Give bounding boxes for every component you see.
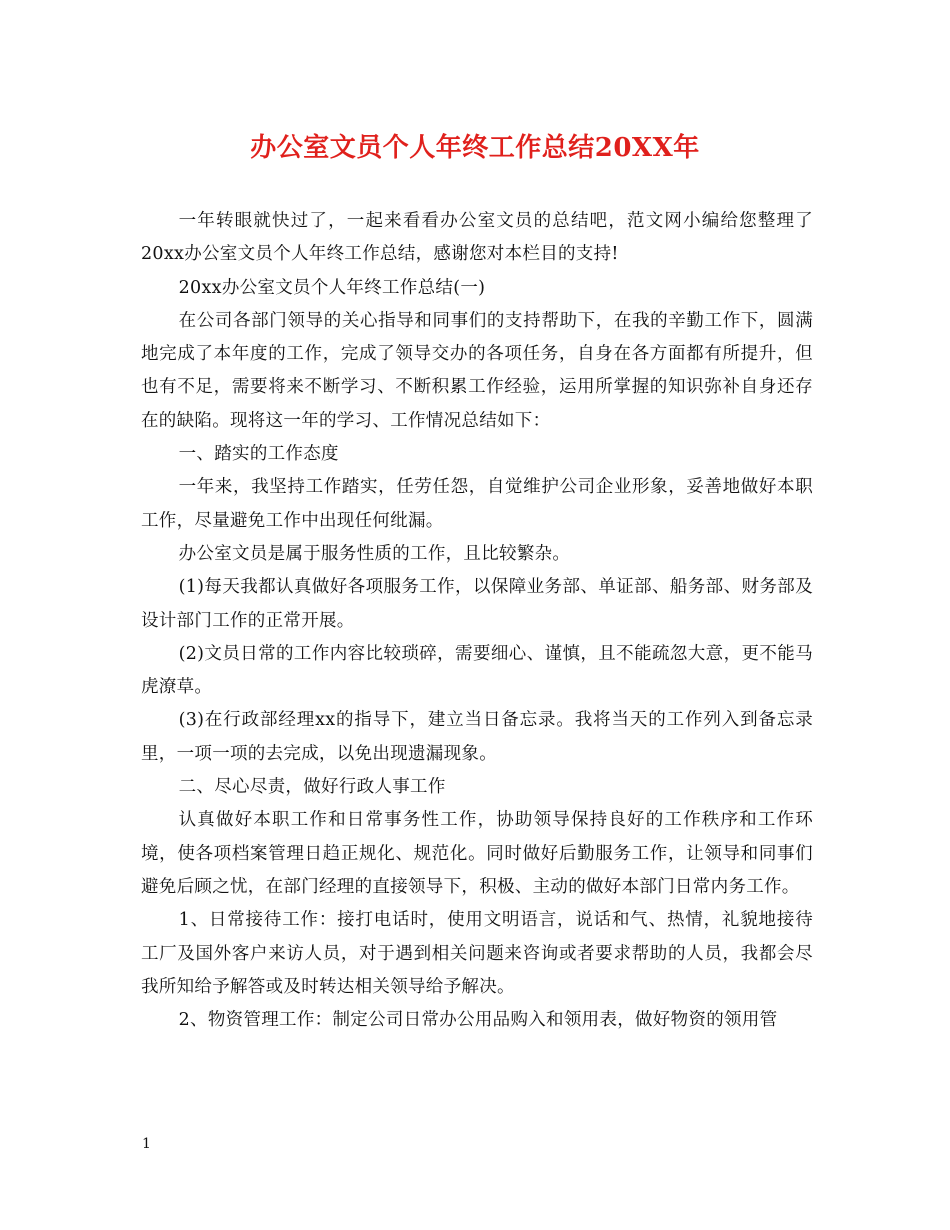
paragraph-subtitle: 20xx办公室文员个人年终工作总结(一) <box>178 277 486 298</box>
paragraph-materials: 2、物资管理工作：制定公司日常办公用品购入和领用表，做好物资的领用管 <box>178 1010 778 1031</box>
document-body <box>141 205 813 1037</box>
paragraph-reception: 1、日常接待工作：接打电话时，使用文明语言，说话和气、热情，礼貌地接待工厂及国外客户来访人员，对于遇到相关问题来咨询或者要求帮助的人员，我都会尽我所知给予解答或及时转达相关领导给予解决。 <box>141 910 813 997</box>
paragraph-overview: 在公司各部门领导的关心指导和同事们的支持帮助下，在我的辛勤工作下，圆满地完成了本年度的工作，完成了领导交办的各项任务，自身在各方面都有所提升，但也有不足，需要将来不断学习、不断积累工作经验，运用所掌握的知识弥补自身还存在的缺陷。现将这一年的学习、工作情况总结如下： <box>141 310 813 431</box>
section-heading-1: 一、踏实的工作态度 <box>178 444 339 465</box>
list-item-3: (3)在行政部经理xx的指导下，建立当日备忘录。我将当天的工作列入到备忘录里，一项一项的去完成，以免出现遗漏现象。 <box>141 710 813 764</box>
page-number: 1 <box>142 1136 151 1152</box>
list-item-2: (2)文员日常的工作内容比较琐碎，需要细心、谨慎，且不能疏忽大意，更不能马虎潦草。 <box>141 643 813 698</box>
list-item-1: (1)每天我都认真做好各项服务工作，以保障业务部、单证部、船务部、财务部及设计部门工作的正常开展。 <box>141 577 813 631</box>
section-heading-2: 二、尽心尽责，做好行政人事工作 <box>178 777 446 798</box>
document-title: 办公室文员个人年终工作总结20XX年 <box>250 133 700 163</box>
paragraph-intro: 一年转眼就快过了，一起来看看办公室文员的总结吧，范文网小编给您整理了20xx办公室文员个人年终工作总结，感谢您对本栏目的支持! <box>141 211 813 265</box>
paragraph-service-nature: 办公室文员是属于服务性质的工作，且比较繁杂。 <box>178 543 571 564</box>
paragraph-admin-work: 认真做好本职工作和日常事务性工作，协助领导保持良好的工作秩序和工作环境，使各项档案管理日趋正规化、规范化。同时做好后勤服务工作，让领导和同事们避免后顾之忧，在部门经理的直接领导下，积极、主动的做好本部门日常内务工作。 <box>141 810 813 897</box>
paragraph-work-attitude: 一年来，我坚持工作踏实，任劳任怨，自觉维护公司企业形象，妥善地做好本职工作，尽量避免工作中出现任何纰漏。 <box>141 477 813 531</box>
